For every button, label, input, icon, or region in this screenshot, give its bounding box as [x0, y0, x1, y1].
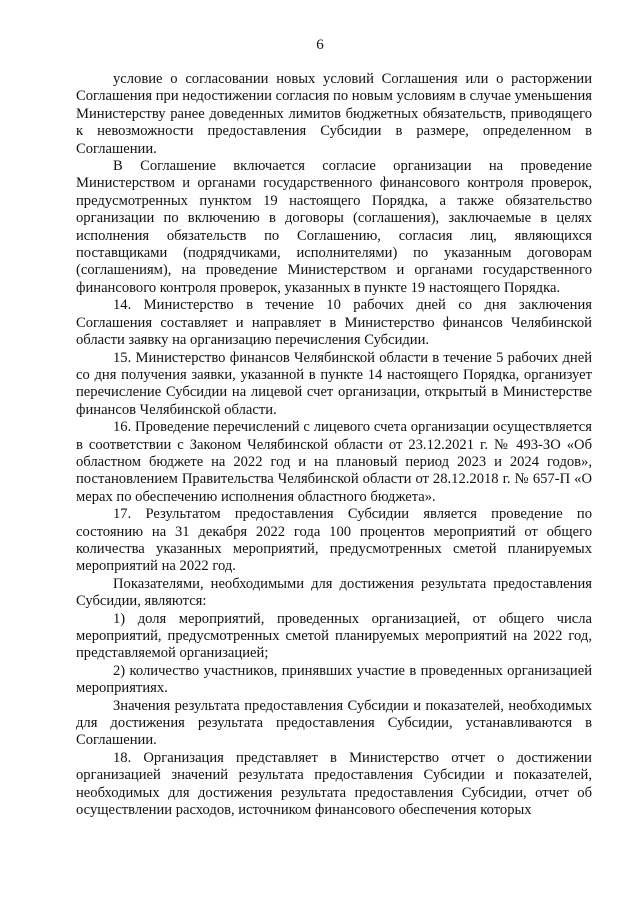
paragraph-soglashenie-conditions: условие о согласовании новых условий Соглашения или о расторжении Соглашения при недостижении согласия по новым условиям в случае уменьшения Министерству ранее доведенных лимитов бюджетных обязательств, приводящего к невозможности предоставления Субсидии в размере, определенном в Соглашении.	[76, 71, 592, 157]
paragraph-item-16: 16. Проведение перечислений с лицевого счета организации осуществляется в соответствии с Законом Челябинской области от 23.12.2021 г. № 493-ЗО «Об областном бюджете на 2022 год и на плановый период 2023 и 2024 годов», постановлением Правительства Челябинской области от 28.12.2018 г. № 657-П «О мерах по обеспечению исполнения областного бюджета».	[76, 419, 592, 505]
document-body	[76, 71, 592, 819]
page-number: 6	[316, 37, 324, 53]
paragraph-indicators-intro: Показателями, необходимыми для достижения результата предоставления Субсидии, являются:	[76, 575, 592, 610]
paragraph-inspection-consent: В Соглашение включается согласие организации на проведение Министерством и органами государственного финансового контроля проверок, предусмотренных пунктом 19 настоящего Порядка, а также обязательство организации по включению в договоры (соглашения), заключаемые в целях исполнения обязательств по Соглашению, согласия лиц, являющихся поставщиками (подрядчиками, исполнителями) по указанным договорам (соглашениям), на проведение Министерством и органами государственного финансового контроля проверок, указанных в пункте 19 настоящего Порядка.	[76, 158, 592, 296]
paragraph-item-18: 18. Организация представляет в Министерство отчет о достижении организацией значений результата предоставления Субсидии и показателей, необходимых для достижения результата предоставления Субсидии, отчет об осуществлении расходов, источником финансового обеспечения которых	[76, 749, 592, 819]
paragraph-item-15: 15. Министерство финансов Челябинской области в течение 5 рабочих дней со дня получения заявки, указанной в пункте 14 настоящего Порядка, организует перечисление Субсидии на лицевой счет организации, открытый в Министерстве финансов Челябинской области.	[76, 349, 592, 418]
paragraph-values-in-agreement: Значения результата предоставления Субсидии и показателей, необходимых для достижения результата предоставления Субсидии, устанавливаются в Соглашении.	[76, 697, 592, 749]
paragraph-item-17: 17. Результатом предоставления Субсидии является проведение по состоянию на 31 декабря 2022 года 100 процентов мероприятий от общего количества указанных мероприятий, предусмотренных сметой планируемых мероприятий на 2022 год.	[76, 506, 592, 575]
paragraph-indicator-1: 1) доля мероприятий, проведенных организацией, от общего числа мероприятий, предусмотренных сметой планируемых мероприятий на 2022 год, представляемой организацией;	[76, 610, 592, 662]
paragraph-item-14: 14. Министерство в течение 10 рабочих дней со дня заключения Соглашения составляет и направляет в Министерство финансов Челябинской области заявку на организацию перечисления Субсидии.	[76, 297, 592, 349]
paragraph-indicator-2: 2) количество участников, принявших участие в проведенных организацией мероприятиях.	[76, 662, 592, 697]
